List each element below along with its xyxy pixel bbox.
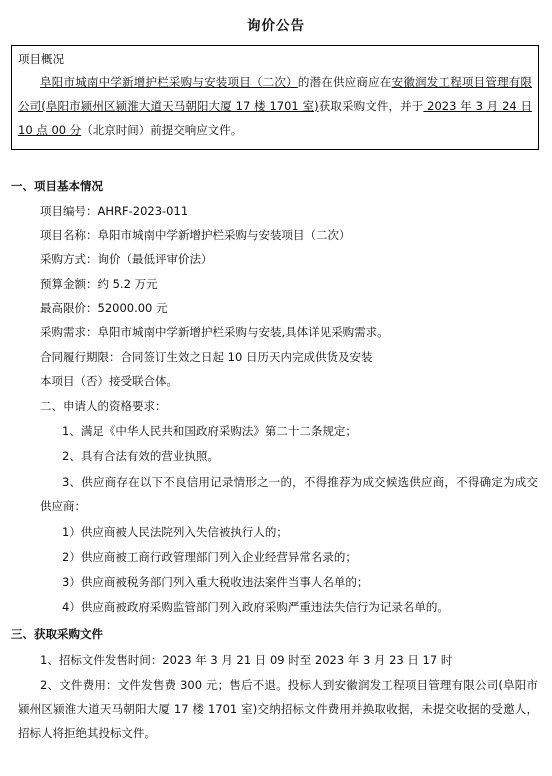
overview-text-6: （北京时间）前提交响应文件。 [81, 123, 243, 137]
overview-agency: 安徽润发工程项目管理有限公司(阜阳市颍州区颍淮大道天马朝阳大厦 17 楼 1701 室) [18, 75, 533, 113]
overview-text-2: 的潜在供应商应在 [297, 75, 392, 89]
credit-item-4: 4）供应商被政府采购监管部门列入政府采购严重违法失信行为记录名单的。 [62, 600, 449, 614]
overview-project-name: 阜阳市城南中学新增护栏采购与安装项目（二次） [40, 75, 298, 89]
procurement-method: 采购方式：询价（最低评审价法） [40, 252, 213, 266]
project-number: 项目编号：AHRF-2023-011 [40, 204, 189, 218]
overview-heading: 项目概况 [18, 52, 64, 66]
budget-amount: 预算金额：约 5.2 万元 [40, 277, 158, 291]
procurement-requirements: 采购需求：阜阳市城南中学新增护栏采购与安装,具体详见采购需求。 [40, 325, 389, 339]
sale-time: 1、招标文件发售时间：2023 年 3 月 21 日 09 时至 2023 年 3 月 23 日 17 时 [40, 653, 453, 667]
document-title: 询价公告 [247, 18, 305, 34]
consortium-note: 本项目（否）接受联合体。 [40, 374, 178, 388]
qualification-1: 1、满足《中华人民共和国政府采购法》第二十二条规定； [62, 424, 357, 438]
section3-heading: 三、获取采购文件 [11, 627, 103, 641]
section2-heading: 二、申请人的资格要求： [40, 399, 167, 413]
overview-deadline: 2023 年 3 月 24 日 10 点 00 分 [18, 99, 533, 137]
qualification-3: 3、供应商存在以下不良信用记录情形之一的，不得推荐为成交候选供应商，不得确定为成交供应商： [40, 475, 538, 513]
project-name: 项目名称：阜阳市城南中学新增护栏采购与安装项目（二次） [40, 228, 351, 242]
credit-item-3: 3）供应商被税务部门列入重大税收违法案件当事人名单的； [62, 575, 369, 589]
credit-item-2: 2）供应商被工商行政管理部门列入企业经营异常名录的； [62, 550, 357, 564]
document-fee: 2、文件费用：文件发售费 300 元；售后不退。投标人到安徽润发工程项目管理有限公司(阜阳市颍州区颍淮大道天马朝阳大厦 17 楼 1701 室)交纳招标文件费用并换取收据，未提交收据的受邀人，招标人将拒绝其投标文件。 [18, 678, 538, 740]
contract-term: 合同履行期限：合同签订生效之日起 10 日历天内完成供货及安装 [40, 350, 373, 364]
max-price: 最高限价：52000.00 元 [40, 301, 168, 315]
section1-heading: 一、项目基本情况 [11, 179, 103, 193]
qualification-2: 2、具有合法有效的营业执照。 [62, 449, 219, 463]
overview-box [11, 45, 539, 150]
credit-item-1: 1）供应商被人民法院列入失信被执行人的； [62, 525, 288, 539]
overview-text [18, 70, 532, 142]
overview-text-4: 获取采购文件，并于 [318, 99, 424, 113]
